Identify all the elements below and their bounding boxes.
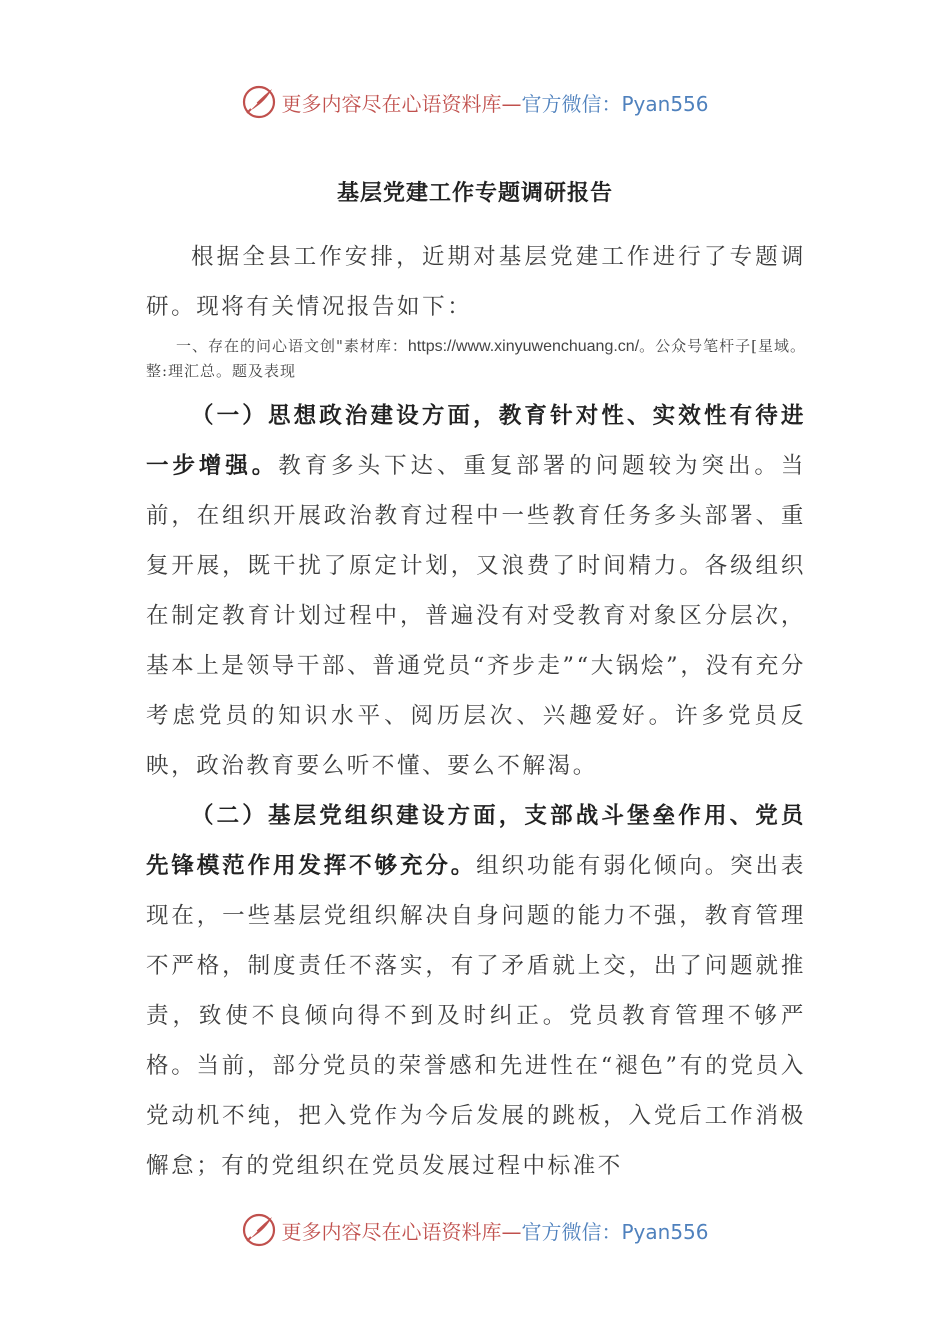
section-2-heading: （二）基层党组织建设方面，支部战斗堡垒作用、党员先锋模范作用发挥不够充分。 bbox=[146, 803, 806, 879]
section-1-heading: （一）思想政治建设方面，教育针对性、实效性有待进一步增强。 bbox=[146, 403, 806, 479]
watermark-note bbox=[146, 334, 806, 383]
section-2-paragraph bbox=[146, 791, 806, 1191]
document-title: 基层党建工作专题调研报告 bbox=[336, 180, 613, 206]
banner-text bbox=[281, 1216, 708, 1245]
banner-site-text: 更多内容尽在心语资料库— bbox=[281, 1219, 522, 1244]
banner-site-text: 更多内容尽在心语资料库— bbox=[281, 91, 522, 116]
intro-paragraph: 根据全县工作安排，近期对基层党建工作进行了专题调研。现将有关情况报告如下： bbox=[146, 244, 806, 320]
document-body bbox=[146, 232, 806, 1191]
header-banner bbox=[0, 82, 950, 122]
feather-pen-logo-icon bbox=[241, 1212, 277, 1248]
section-2-body: 组织功能有弱化倾向。突出表现在，一些基层党组织解决自身问题的能力不强，教育管理不严格，制度责任不落实，有了矛盾就上交，出了问题就推责，致使不良倾向得不到及时纠正。党员教育管理不够严格。当前，部分党员的荣誉感和先进性在“褪色”有的党员入党动机不纯，把入党作为今后发展的跳板，入党后工作消极懈怠；有的党组织在党员发展过程中标准不 bbox=[146, 853, 806, 1179]
note-suffix: 。公众号笔杆子[星域。整:理汇总。题及表现 bbox=[146, 337, 806, 380]
banner-text bbox=[281, 88, 708, 117]
banner-wechat-text: 官方微信： bbox=[521, 91, 622, 116]
feather-pen-logo-icon bbox=[241, 84, 277, 120]
footer-banner bbox=[0, 1210, 950, 1250]
banner-wechat-text: 官方微信： bbox=[521, 1219, 622, 1244]
section-1-body: 教育多头下达、重复部署的问题较为突出。当前，在组织开展政治教育过程中一些教育任务多头部署、重复开展，既干扰了原定计划，又浪费了时间精力。各级组织在制定教育计划过程中，普遍没有对受教育对象区分层次，基本上是领导干部、普通党员“齐步走”“大锅烩”，没有充分考虑党员的知识水平、阅历层次、兴趣爱好。许多党员反映，政治教育要么听不懂、要么不解渴。 bbox=[146, 453, 806, 779]
banner-wechat-id: Pyan556 bbox=[621, 1219, 709, 1244]
note-prefix: 一、存在的问心语文创"素材库： bbox=[176, 337, 408, 355]
note-url: https://www.xinyuwenchuang.cn/ bbox=[407, 338, 640, 355]
banner-wechat-id: Pyan556 bbox=[621, 91, 709, 116]
section-1-paragraph bbox=[146, 391, 806, 791]
